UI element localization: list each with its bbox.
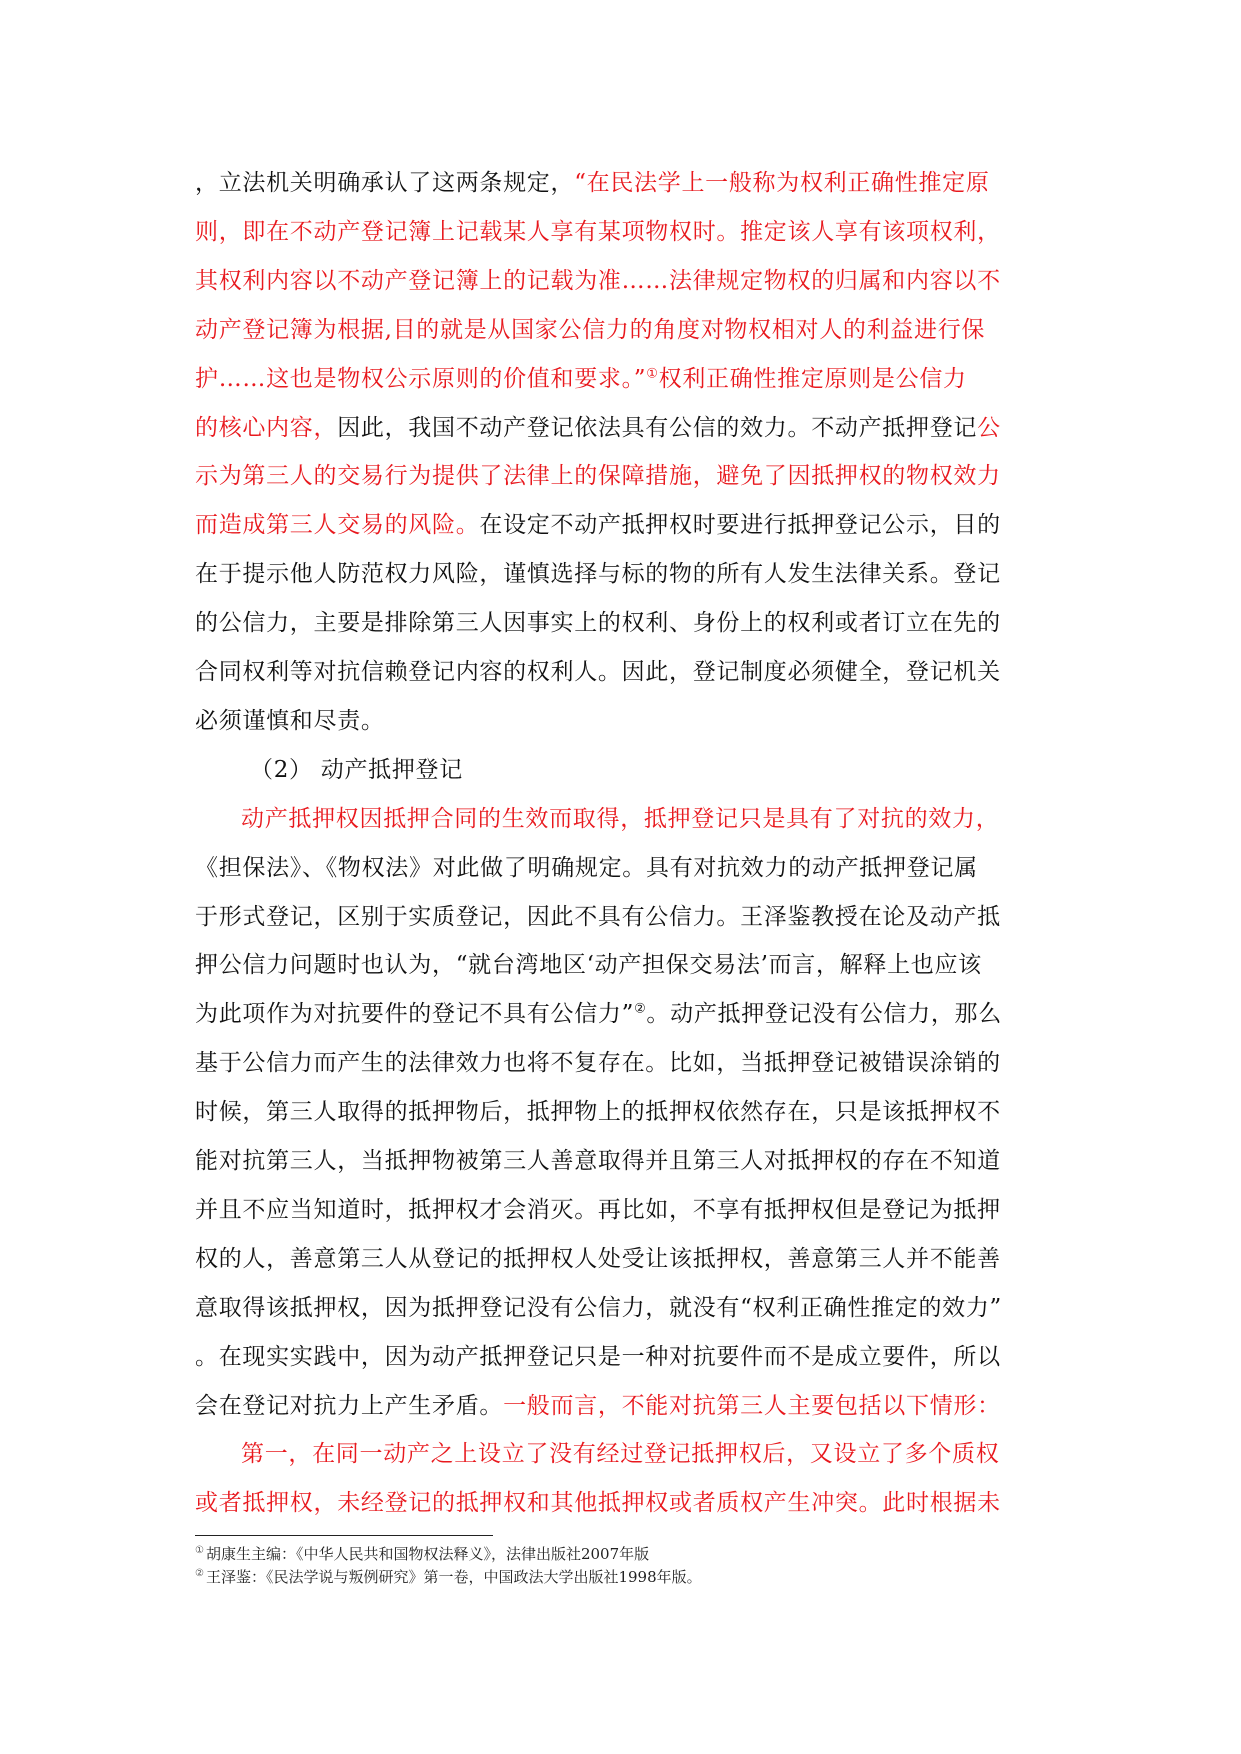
text-segment: 或者抵押权，未经登记的抵押权和其他抵押权或者质权产生冲突。此时根据未 (195, 1490, 1001, 1516)
text-segment: 并且不应当知道时，抵押权才会消灭。再比如，不享有抵押权但是登记为抵押 (195, 1197, 1001, 1223)
text-segment: 而造成第三人交易的风险。 (195, 512, 480, 538)
text-segment: 动产抵押权因抵押合同的生效而取得，抵押登记只是具有了对抗的效力， (241, 806, 1000, 832)
footnote-marker: ② (195, 1568, 204, 1579)
text-segment: 于形式登记，区别于实质登记，因此不具有公信力。王泽鉴教授在论及动产抵 (195, 904, 1001, 930)
text-line (195, 848, 1055, 888)
text-line (195, 310, 1055, 350)
text-segment: 权利正确性推定原则是公信力 (658, 366, 967, 392)
text-line (195, 163, 1055, 203)
text-line (195, 701, 1055, 741)
text-segment: 一般而言，不能对抗第三人主要包括以下情形： (503, 1393, 1001, 1419)
text-segment: 《担保法》、《物权法》对此做了明确规定。具有对抗效力的动产抵押登记属 (195, 855, 978, 881)
text-line (195, 1190, 1055, 1230)
text-line (195, 897, 1055, 937)
text-segment: 为此项作为对抗要件的登记不具有公信力” (195, 1001, 635, 1027)
text-segment: 第一，在同一动产之上设立了没有经过登记抵押权后，又设立了多个质权 (241, 1441, 1000, 1467)
text-segment: 公 (977, 415, 1001, 441)
text-segment: 护……这也是物权公示原则的价值和要求。” (195, 366, 647, 392)
text-line (195, 1337, 1055, 1377)
text-line (195, 456, 1055, 496)
text-segment: 在于提示他人防范权力风险，谨慎选择与标的物的所有人发生法律关系。登记 (195, 561, 1001, 587)
text-line (195, 1092, 1055, 1132)
text-line (195, 359, 1055, 399)
text-segment: 基于公信力而产生的法律效力也将不复存在。比如，当抵押登记被错误涂销的 (195, 1050, 1001, 1076)
text-line (195, 212, 1055, 252)
text-segment: 其权利内容以不动产登记簿上的记载为准……法律规定物权的归属和内容以不 (195, 268, 1001, 294)
footnote-1 (195, 1543, 1055, 1565)
text-line (195, 554, 1055, 594)
text-segment: 意取得该抵押权，因为抵押登记没有公信力，就没有“权利正确性推定的效力” (195, 1295, 1003, 1321)
text-segment: 在设定不动产抵押权时要进行抵押登记公示，目的 (479, 512, 1001, 538)
text-segment: ，立法机关明确承认了这两条规定， (195, 170, 575, 196)
text-line (195, 1434, 1101, 1474)
text-segment: 示为第三人的交易行为提供了法律上的保障措施，避免了因抵押权的物权效力 (195, 463, 1001, 489)
text-line (195, 1239, 1055, 1279)
text-line (195, 652, 1055, 692)
text-line (195, 1043, 1055, 1083)
text-segment: 。在现实实践中，因为动产抵押登记只是一种对抗要件而不是成立要件，所以 (195, 1344, 1001, 1370)
text-segment: 的公信力，主要是排除第三人因事实上的权利、身份上的权利或者订立在先的 (195, 610, 1001, 636)
text-line (195, 1386, 1055, 1426)
text-line (195, 945, 1055, 985)
text-segment: 会在登记对抗力上产生矛盾。 (195, 1393, 504, 1419)
text-segment: 合同权利等对抗信赖登记内容的权利人。因此，登记制度必须健全，登记机关 (195, 659, 1001, 685)
text-segment: “在民法学上一般称为权利正确性推定原 (574, 170, 990, 196)
text-line (195, 750, 1110, 790)
text-segment: 能对抗第三人，当抵押物被第三人善意取得并且第三人对抵押权的存在不知道 (195, 1148, 1001, 1174)
text-segment: 的核心内容， (195, 415, 338, 441)
text-line (195, 261, 1055, 301)
text-line (195, 408, 1055, 448)
footnote-ref: ① (646, 366, 659, 382)
text-segment: 必须谨慎和尽责。 (195, 708, 385, 734)
text-segment: 则，即在不动产登记簿上记载某人享有某项物权时。推定该人享有该项权利， (195, 219, 1001, 245)
text-segment: 因此，我国不动产登记依法具有公信的效力。不动产抵押登记 (337, 415, 978, 441)
text-segment: 动产登记簿为根据,目的就是从国家公信力的角度对物权相对人的利益进行保 (195, 317, 986, 343)
footnote-text: 胡康生主编：《中华人民共和国物权法释义》，法律出版社2007年版 (205, 1545, 650, 1563)
text-line (195, 1141, 1055, 1181)
text-line (195, 603, 1055, 643)
text-segment: （2） 动产抵押登记 (250, 757, 463, 783)
footnote-separator (195, 1535, 493, 1536)
text-line (195, 994, 1055, 1034)
footnote-ref: ② (634, 1001, 647, 1017)
footnote-marker: ① (195, 1545, 204, 1556)
text-segment: 押公信力问题时也认为，“就台湾地区‘动产担保交易法’而言，解释上也应该 (195, 952, 982, 978)
text-line (195, 1288, 1055, 1328)
text-line (195, 505, 1055, 545)
footnote-text: 王泽鉴：《民法学说与叛例研究》第一卷，中国政法大学出版社1998年版。 (205, 1568, 702, 1586)
text-line (195, 1483, 1055, 1523)
text-segment: 时候，第三人取得的抵押物后，抵押物上的抵押权依然存在，只是该抵押权不 (195, 1099, 1001, 1125)
text-segment: 权的人，善意第三人从登记的抵押权人处受让该抵押权，善意第三人并不能善 (195, 1246, 1001, 1272)
text-line (195, 799, 1101, 839)
footnote-2 (195, 1566, 1055, 1588)
text-segment: 。动产抵押登记没有公信力，那么 (646, 1001, 1002, 1027)
